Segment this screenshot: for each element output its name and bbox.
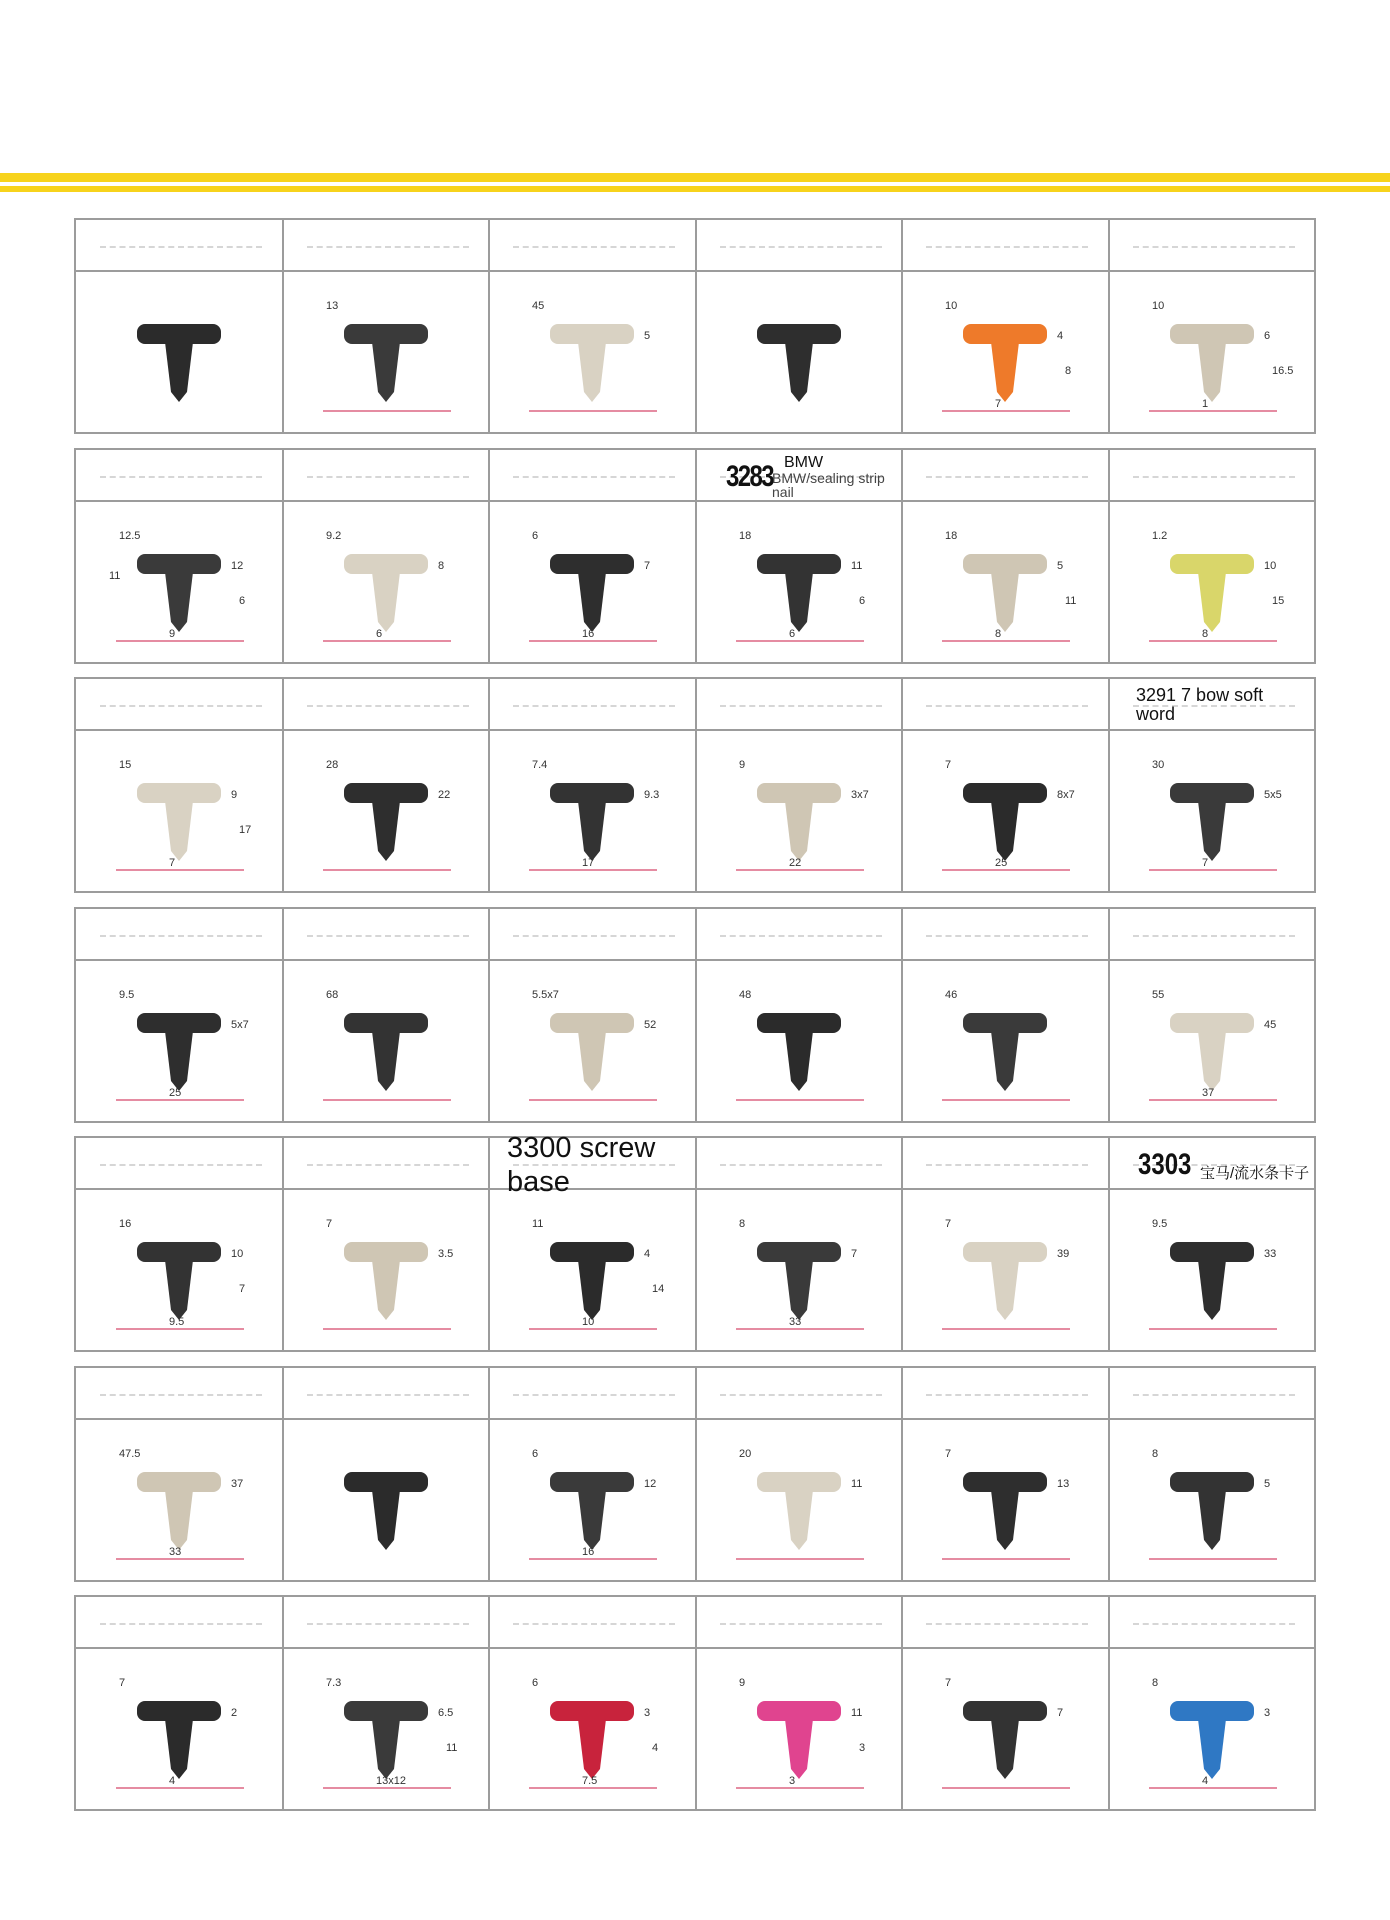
caption-3283-line3: nail: [772, 484, 794, 500]
faded-label-line: [100, 1623, 262, 1627]
faded-label-line: [926, 246, 1088, 250]
dimension-line: [942, 869, 1070, 871]
faded-label-line: [100, 1164, 262, 1168]
dimension-value: 16: [119, 1218, 132, 1230]
dimension-value: 7: [945, 1448, 952, 1460]
dimension-value: 12.5: [119, 530, 141, 542]
dimension-line: [116, 1099, 244, 1101]
faded-label-line: [926, 1164, 1088, 1168]
faded-label-line: [307, 1623, 469, 1627]
dimension-line: [1149, 1787, 1277, 1789]
dimension-value: 3: [644, 1707, 651, 1719]
dimension-line: [942, 1328, 1070, 1330]
caption-3291-line2: word: [1136, 704, 1176, 724]
dimension-value: 7.3: [326, 1677, 342, 1689]
dimension-line: [736, 869, 864, 871]
faded-label-line: [926, 705, 1088, 709]
dimension-line: [323, 1787, 451, 1789]
dimension-value: 2: [231, 1707, 238, 1719]
dimension-line: [529, 869, 657, 871]
dimension-line: [736, 1787, 864, 1789]
dimension-value: 9: [231, 789, 238, 801]
dimension-line: [323, 640, 451, 642]
dimension-line: [1149, 1328, 1277, 1330]
faded-label-line: [513, 476, 675, 480]
dimension-value: 7: [945, 759, 952, 771]
dimension-value: 13: [1057, 1478, 1070, 1490]
faded-label-line: [307, 1164, 469, 1168]
catalog-band: [74, 448, 1316, 664]
faded-label-line: [307, 1394, 469, 1398]
yellow-stripe-bottom: [0, 186, 1390, 192]
dimension-value: 4: [169, 1775, 176, 1787]
dimension-value: 18: [739, 530, 752, 542]
dimension-line: [736, 1099, 864, 1101]
dimension-value: 5x7: [231, 1019, 249, 1031]
caption-3300-line1: 3300 screw: [507, 1132, 656, 1164]
dimension-labels: [76, 1647, 1314, 1811]
faded-label-line: [513, 935, 675, 939]
dimension-line: [323, 1099, 451, 1101]
dimension-line: [529, 410, 657, 412]
dimension-value: 12: [231, 560, 244, 572]
dimension-line: [1149, 1558, 1277, 1560]
dimension-value: 9.2: [326, 530, 342, 542]
dimension-value: 4: [644, 1248, 651, 1260]
dimension-line: [942, 410, 1070, 412]
dimension-value: 37: [1202, 1087, 1215, 1099]
dimension-line: [942, 1099, 1070, 1101]
dimension-value: 11: [851, 1478, 863, 1490]
dimension-value: 45: [532, 300, 545, 312]
dimension-line: [529, 1787, 657, 1789]
faded-label-line: [720, 1623, 882, 1627]
dimension-value: 10: [945, 300, 958, 312]
dimension-value: 52: [644, 1019, 657, 1031]
caption-3291-line1: 3291 7 bow soft: [1136, 685, 1264, 705]
dimension-value: 7: [644, 560, 651, 572]
faded-label-line: [926, 935, 1088, 939]
faded-label-line: [100, 705, 262, 709]
dimension-value: 5x5: [1264, 789, 1282, 801]
dimension-value: 55: [1152, 989, 1165, 1001]
caption-3283-line1: BMW: [784, 454, 824, 471]
dimension-line: [942, 640, 1070, 642]
dimension-line: [323, 410, 451, 412]
dimension-line: [116, 1328, 244, 1330]
dimension-line: [942, 1787, 1070, 1789]
faded-label-line: [1133, 1623, 1295, 1627]
dimension-value: 30: [1152, 759, 1165, 771]
dimension-value: 6: [532, 1448, 539, 1460]
dimension-value: 4: [1057, 330, 1064, 342]
dimension-value: 6: [532, 530, 539, 542]
dimension-value: 11: [851, 1707, 863, 1719]
dimension-value: 12: [644, 1478, 657, 1490]
faded-label-line: [720, 1164, 882, 1168]
faded-label-line: [513, 1623, 675, 1627]
faded-label-line: [307, 705, 469, 709]
dimension-value: 4: [1202, 1775, 1209, 1787]
dimension-line: [1149, 869, 1277, 871]
dimension-value: 33: [789, 1316, 802, 1328]
catalog-band: [74, 907, 1316, 1123]
dimension-value: 4: [652, 1742, 659, 1754]
dimension-value: 22: [438, 789, 451, 801]
dimension-labels: [76, 959, 1314, 1123]
dimension-value: 6: [1264, 330, 1271, 342]
dimension-value: 7: [851, 1248, 858, 1260]
dimension-value: 6: [376, 628, 383, 640]
faded-label-line: [1133, 246, 1295, 250]
faded-label-line: [100, 1394, 262, 1398]
dimension-value: 14: [652, 1283, 665, 1295]
dimension-value: 45: [1264, 1019, 1277, 1031]
faded-label-line: [926, 1623, 1088, 1627]
dimension-line: [529, 1558, 657, 1560]
dimension-value: 13x12: [376, 1775, 406, 1787]
dimension-value: 10: [1264, 560, 1277, 572]
dimension-value: 11: [851, 560, 863, 572]
caption-3283-code: 3283: [726, 460, 773, 493]
dimension-value: 11: [446, 1742, 458, 1754]
dimension-line: [942, 1558, 1070, 1560]
faded-label-line: [513, 1394, 675, 1398]
dimension-value: 33: [1264, 1248, 1277, 1260]
faded-label-line: [720, 1394, 882, 1398]
catalog-band: [74, 1366, 1316, 1582]
dimension-value: 6: [789, 628, 796, 640]
faded-label-line: [720, 705, 882, 709]
caption-3303-code: 3303: [1138, 1148, 1192, 1181]
dimension-value: 8: [1152, 1677, 1159, 1689]
dimension-line: [116, 1787, 244, 1789]
dimension-labels: [76, 270, 1314, 434]
dimension-line: [736, 1558, 864, 1560]
dimension-value: 10: [1152, 300, 1165, 312]
dimension-value: 8: [1202, 628, 1209, 640]
dimension-value: 9.5: [119, 989, 135, 1001]
faded-label-line: [307, 476, 469, 480]
dimension-value: 8: [1065, 365, 1072, 377]
yellow-stripe-top: [0, 173, 1390, 182]
dimension-value: 5: [1057, 560, 1064, 572]
dimension-value: 5: [644, 330, 651, 342]
faded-label-line: [513, 705, 675, 709]
dimension-labels: [76, 500, 1314, 664]
dimension-value: 6: [859, 595, 866, 607]
dimension-value: 37: [231, 1478, 244, 1490]
dimension-value: 11: [109, 570, 121, 582]
dimension-value: 7: [326, 1218, 333, 1230]
dimension-line: [529, 1328, 657, 1330]
dimension-value: 39: [1057, 1248, 1070, 1260]
catalog-band: [74, 218, 1316, 434]
dimension-line: [116, 640, 244, 642]
dimension-value: 68: [326, 989, 339, 1001]
dimension-line: [116, 1558, 244, 1560]
dimension-value: 8: [1152, 1448, 1159, 1460]
dimension-line: [1149, 410, 1277, 412]
dimension-value: 9.3: [644, 789, 660, 801]
dimension-value: 16: [582, 1546, 595, 1558]
dimension-line: [1149, 640, 1277, 642]
dimension-value: 10: [582, 1316, 595, 1328]
faded-label-line: [100, 476, 262, 480]
dimension-value: 48: [739, 989, 752, 1001]
dimension-value: 7: [1057, 1707, 1064, 1719]
dimension-value: 3: [859, 1742, 866, 1754]
dimension-value: 18: [945, 530, 958, 542]
dimension-value: 17: [239, 824, 252, 836]
dimension-value: 25: [169, 1087, 182, 1099]
dimension-labels: [76, 729, 1314, 893]
dimension-value: 7: [119, 1677, 126, 1689]
dimension-line: [529, 640, 657, 642]
dimension-line: [323, 869, 451, 871]
dimension-value: 16: [582, 628, 595, 640]
dimension-value: 16.5: [1272, 365, 1294, 377]
dimension-value: 1: [1202, 398, 1209, 410]
dimension-value: 15: [119, 759, 132, 771]
dimension-value: 9: [169, 628, 176, 640]
dimension-labels: [76, 1188, 1314, 1352]
faded-label-line: [100, 246, 262, 250]
dimension-value: 33: [169, 1546, 182, 1558]
dimension-value: 7: [995, 398, 1002, 410]
dimension-value: 47.5: [119, 1448, 141, 1460]
dimension-value: 3x7: [851, 789, 869, 801]
dimension-line: [1149, 1099, 1277, 1101]
dimension-value: 8: [739, 1218, 746, 1230]
dimension-value: 11: [532, 1218, 544, 1230]
faded-label-line: [926, 1394, 1088, 1398]
dimension-value: 6: [532, 1677, 539, 1689]
caption-3300-line2: base: [507, 1166, 570, 1198]
dimension-value: 9: [739, 1677, 746, 1689]
faded-label-line: [307, 935, 469, 939]
dimension-value: 7: [945, 1218, 952, 1230]
dimension-labels: [76, 1418, 1314, 1582]
catalog-band: [74, 1595, 1316, 1811]
dimension-value: 9.5: [1152, 1218, 1168, 1230]
dimension-value: 22: [789, 857, 802, 869]
dimension-value: 25: [995, 857, 1008, 869]
faded-label-line: [513, 246, 675, 250]
dimension-value: 5.5x7: [532, 989, 559, 1001]
dimension-value: 10: [231, 1248, 244, 1260]
dimension-value: 17: [582, 857, 595, 869]
dimension-value: 5: [1264, 1478, 1271, 1490]
dimension-line: [323, 1328, 451, 1330]
faded-label-line: [100, 935, 262, 939]
faded-label-line: [307, 246, 469, 250]
dimension-value: 28: [326, 759, 339, 771]
dimension-value: 1.2: [1152, 530, 1168, 542]
dimension-value: 7: [1202, 857, 1209, 869]
dimension-value: 3.5: [438, 1248, 454, 1260]
dimension-value: 7: [945, 1677, 952, 1689]
catalog-band: [74, 1132, 1316, 1352]
dimension-value: 8: [438, 560, 445, 572]
faded-label-line: [1133, 935, 1295, 939]
dimension-line: [736, 640, 864, 642]
faded-label-line: [1133, 476, 1295, 480]
dimension-value: 8x7: [1057, 789, 1075, 801]
dimension-value: 7.4: [532, 759, 548, 771]
faded-label-line: [1133, 1394, 1295, 1398]
dimension-value: 7: [239, 1283, 246, 1295]
dimension-value: 11: [1065, 595, 1077, 607]
caption-3303-text: 宝马/流水条卡子: [1200, 1165, 1310, 1182]
dimension-value: 3: [1264, 1707, 1271, 1719]
dimension-value: 8: [995, 628, 1002, 640]
dimension-value: 3: [789, 1775, 796, 1787]
dimension-value: 46: [945, 989, 958, 1001]
faded-label-line: [720, 246, 882, 250]
dimension-value: 6.5: [438, 1707, 454, 1719]
caption-3283-line2: BMW/sealing strip: [772, 470, 885, 486]
dimension-line: [529, 1099, 657, 1101]
dimension-value: 20: [739, 1448, 752, 1460]
dimension-value: 9.5: [169, 1316, 185, 1328]
dimension-value: 6: [239, 595, 246, 607]
faded-label-line: [926, 476, 1088, 480]
catalog-band: [74, 677, 1316, 893]
dimension-line: [116, 869, 244, 871]
dimension-value: 15: [1272, 595, 1285, 607]
dimension-value: 7.5: [582, 1775, 598, 1787]
dimension-value: 9: [739, 759, 746, 771]
dimension-value: 7: [169, 857, 176, 869]
dimension-line: [736, 1328, 864, 1330]
faded-label-line: [720, 935, 882, 939]
dimension-value: 13: [326, 300, 339, 312]
